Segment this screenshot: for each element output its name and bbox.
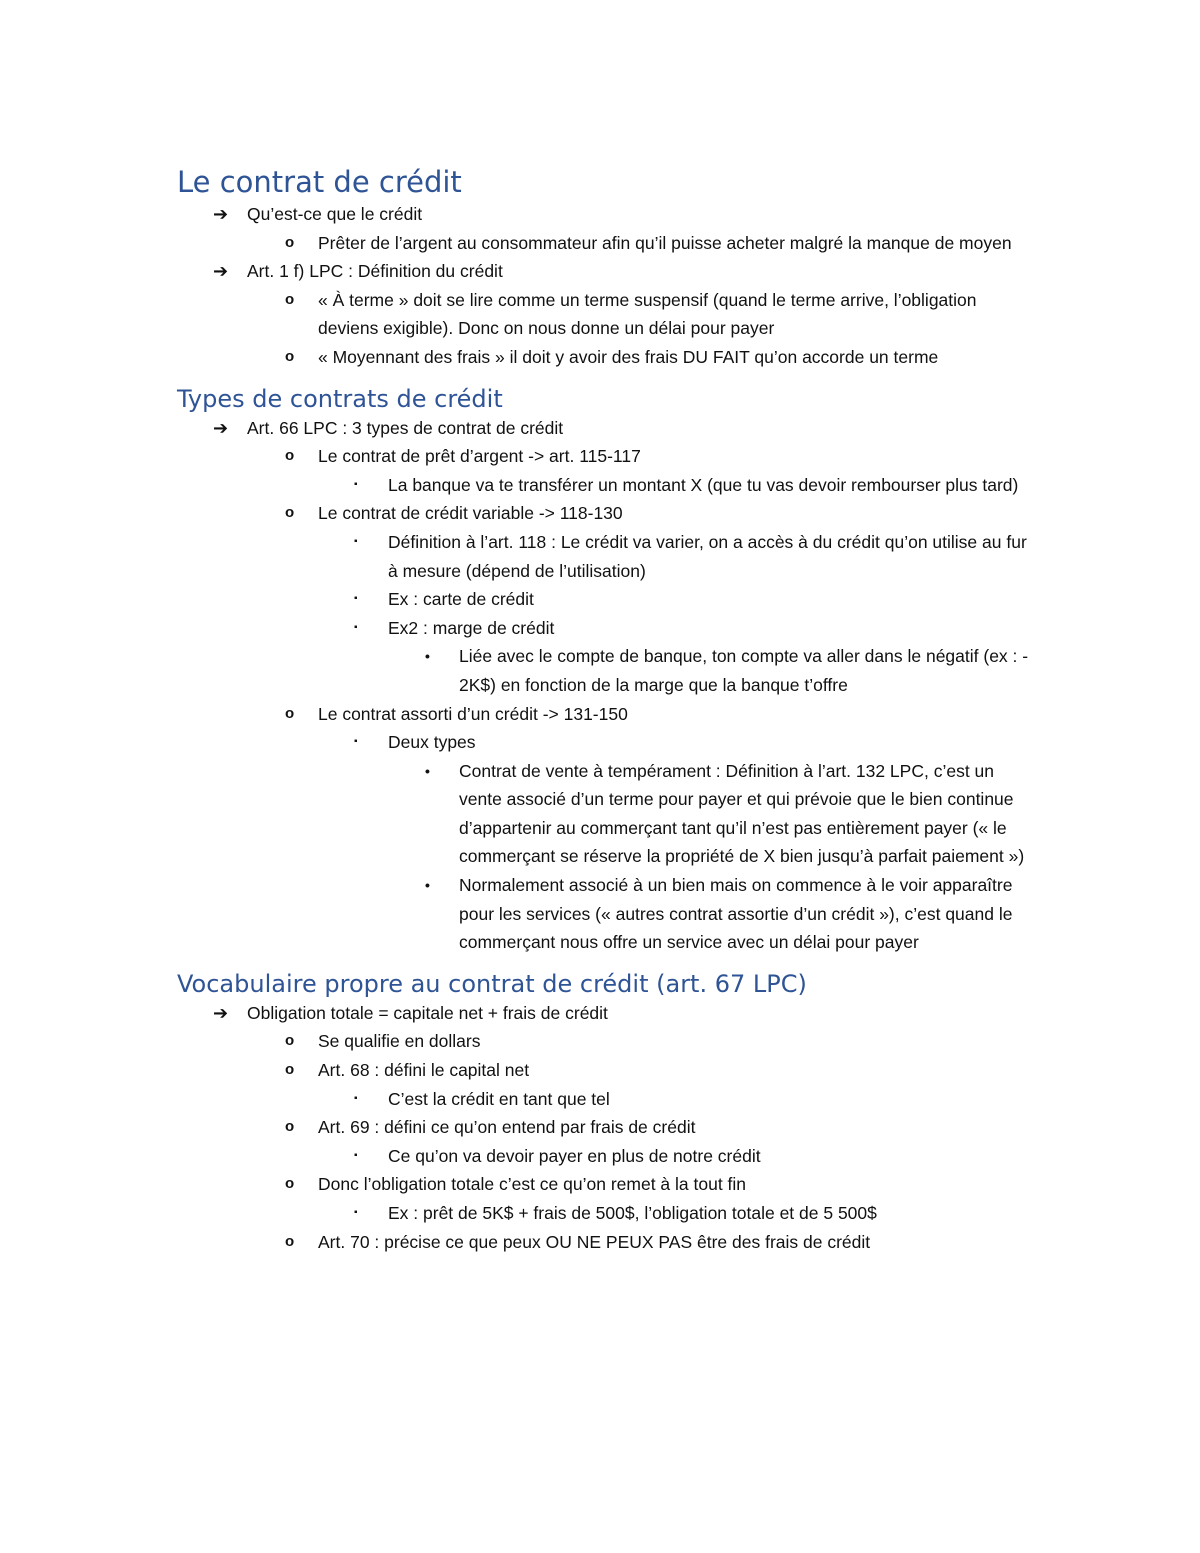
bullet-list-level-2 bbox=[177, 229, 1037, 258]
bullet-list-level-3 bbox=[177, 1142, 1037, 1171]
round-bullet-icon: • bbox=[425, 762, 430, 779]
list-item bbox=[177, 286, 1037, 343]
bullet-list-level-3 bbox=[177, 528, 1037, 700]
list-item bbox=[177, 414, 1037, 443]
list-item bbox=[177, 1085, 1037, 1114]
bullet-list-level-3 bbox=[177, 728, 1037, 957]
list-item-text: Ex2 : marge de crédit bbox=[388, 617, 555, 638]
circle-bullet-icon: o bbox=[285, 1118, 295, 1136]
bullet-list-level-3 bbox=[177, 471, 1037, 500]
list-item-text: Ce qu’on va devoir payer en plus de notre crédit bbox=[388, 1145, 761, 1166]
bullet-list-level-4 bbox=[177, 642, 1037, 699]
list-item bbox=[177, 442, 1037, 471]
square-bullet-icon: ▪ bbox=[354, 1207, 358, 1218]
square-bullet-icon: ▪ bbox=[354, 535, 358, 547]
list-item-text: Obligation totale = capitale net + frais de crédit bbox=[247, 1002, 608, 1023]
square-bullet-icon: ▪ bbox=[354, 593, 358, 605]
list-item bbox=[177, 614, 1037, 643]
round-bullet-icon: • bbox=[425, 648, 430, 665]
list-item bbox=[177, 528, 1037, 585]
circle-bullet-icon: o bbox=[285, 1061, 295, 1079]
square-bullet-icon: ▪ bbox=[354, 621, 358, 633]
list-item-text: « Moyennant des frais » il doit y avoir des frais DU FAIT qu’on accorde un terme bbox=[318, 346, 939, 367]
bullet-list-level-4 bbox=[177, 757, 1037, 957]
list-item-text: Ex : prêt de 5K$ + frais de 500$, l’obligation totale et de 5 500$ bbox=[388, 1203, 877, 1223]
bullet-list-level-3 bbox=[177, 1199, 1037, 1228]
arrow-icon: ➔ bbox=[213, 1002, 229, 1023]
list-item bbox=[177, 1199, 1037, 1228]
list-item bbox=[177, 499, 1037, 528]
circle-bullet-icon: o bbox=[285, 1032, 295, 1050]
bullet-list-level-1 bbox=[177, 999, 1037, 1256]
circle-bullet-icon: o bbox=[285, 447, 295, 465]
list-item-text: Art. 70 : précise ce que peux OU NE PEUX PAS être des frais de crédit bbox=[318, 1231, 871, 1252]
circle-bullet-icon: o bbox=[285, 290, 295, 308]
square-bullet-icon: ▪ bbox=[354, 1149, 358, 1161]
list-item-text: Donc l’obligation totale c’est ce qu’on remet à la tout fin bbox=[318, 1174, 747, 1195]
list-item bbox=[177, 1056, 1037, 1085]
section-heading: Vocabulaire propre au contrat de crédit (art. 67 LPC) bbox=[177, 969, 807, 998]
list-item-text: C’est la crédit en tant que tel bbox=[388, 1088, 610, 1109]
arrow-icon: ➔ bbox=[213, 204, 229, 224]
list-item-text: Art. 66 LPC : 3 types de contrat de crédit bbox=[247, 417, 564, 438]
bullet-list-level-3 bbox=[177, 1085, 1037, 1114]
bullet-list-level-2 bbox=[177, 1027, 1037, 1256]
bullet-list-level-1 bbox=[177, 200, 1037, 372]
section-heading: Types de contrats de crédit bbox=[177, 384, 503, 413]
list-item-text: Prêter de l’argent au consommateur afin qu’il puisse acheter malgré la manque de moyen bbox=[318, 232, 1012, 253]
list-item-text: Contrat de vente à tempérament : Définition à l’art. 132 LPC, c’est un vente associé d’un terme pour payer et qui prévoie que le bien continue d’appartenir au commerçant tant qu’il n’est pas entièrement payer (« le commerçant se réserve la propriété de X bien jusqu’à parfait paiement ») bbox=[459, 760, 1025, 867]
list-item-text: Le contrat de crédit variable -> 118-130 bbox=[318, 503, 623, 524]
circle-bullet-icon: o bbox=[285, 504, 295, 522]
bullet-list-level-2 bbox=[177, 442, 1037, 957]
list-item bbox=[177, 1113, 1037, 1142]
list-item-text: Qu’est-ce que le crédit bbox=[247, 204, 423, 224]
list-item-text: La banque va te transférer un montant X (que tu vas devoir rembourser plus tard) bbox=[388, 474, 1019, 495]
square-bullet-icon: ▪ bbox=[354, 1092, 358, 1104]
list-item bbox=[177, 757, 1037, 871]
list-item bbox=[177, 999, 1037, 1028]
square-bullet-icon: ▪ bbox=[354, 478, 358, 490]
list-item bbox=[177, 257, 1037, 286]
circle-bullet-icon: o bbox=[285, 1232, 295, 1250]
list-item bbox=[177, 200, 1037, 229]
list-item-text: Le contrat de prêt d’argent -> art. 115-117 bbox=[318, 446, 641, 467]
list-item-text: « À terme » doit se lire comme un terme suspensif (quand le terme arrive, l’obligation deviens exigible). Donc on nous donne un délai pour payer bbox=[318, 289, 977, 339]
round-bullet-icon: • bbox=[425, 877, 430, 894]
section-heading: Le contrat de crédit bbox=[177, 165, 462, 199]
circle-bullet-icon: o bbox=[285, 1175, 295, 1193]
arrow-icon: ➔ bbox=[213, 261, 229, 282]
list-item bbox=[177, 871, 1037, 957]
list-item bbox=[177, 1027, 1037, 1056]
list-item-text: Art. 69 : défini ce qu’on entend par frais de crédit bbox=[318, 1117, 696, 1138]
list-item bbox=[177, 585, 1037, 614]
bullet-list-level-2 bbox=[177, 286, 1037, 372]
list-item bbox=[177, 1142, 1037, 1171]
list-item-text: Art. 1 f) LPC : Définition du crédit bbox=[247, 261, 503, 282]
square-bullet-icon: ▪ bbox=[354, 736, 358, 748]
list-item-text: Normalement associé à un bien mais on commence à le voir apparaître pour les services (« autres contrat assortie d’un crédit »), c’est quand le commerçant nous offre un service avec un délai pour payer bbox=[459, 875, 1013, 953]
list-item bbox=[177, 471, 1037, 500]
list-item-text: Se qualifie en dollars bbox=[318, 1031, 481, 1052]
list-item bbox=[177, 1228, 1037, 1257]
list-item-text: Liée avec le compte de banque, ton compte va aller dans le négatif (ex : - 2K$) en fonction de la marge que la banque t’offre bbox=[459, 646, 1029, 695]
list-item-text: Définition à l’art. 118 : Le crédit va varier, on a accès à du crédit qu’on utilise au fur à mesure (dépend de l’utilisation) bbox=[388, 531, 1027, 581]
list-item bbox=[177, 700, 1037, 729]
arrow-icon: ➔ bbox=[213, 417, 229, 438]
circle-bullet-icon: o bbox=[285, 233, 295, 251]
list-item-text: Art. 68 : défini le capital net bbox=[318, 1060, 530, 1081]
list-item bbox=[177, 1170, 1037, 1199]
list-item-text: Le contrat assorti d’un crédit -> 131-150 bbox=[318, 703, 628, 724]
list-item bbox=[177, 229, 1037, 258]
list-item-text: Ex : carte de crédit bbox=[388, 589, 534, 610]
document-content bbox=[177, 160, 1037, 1256]
list-item bbox=[177, 728, 1037, 757]
bullet-list-level-1 bbox=[177, 414, 1037, 957]
circle-bullet-icon: o bbox=[285, 347, 295, 365]
list-item-text: Deux types bbox=[388, 732, 476, 753]
circle-bullet-icon: o bbox=[285, 704, 295, 722]
list-item bbox=[177, 343, 1037, 372]
list-item bbox=[177, 642, 1037, 699]
